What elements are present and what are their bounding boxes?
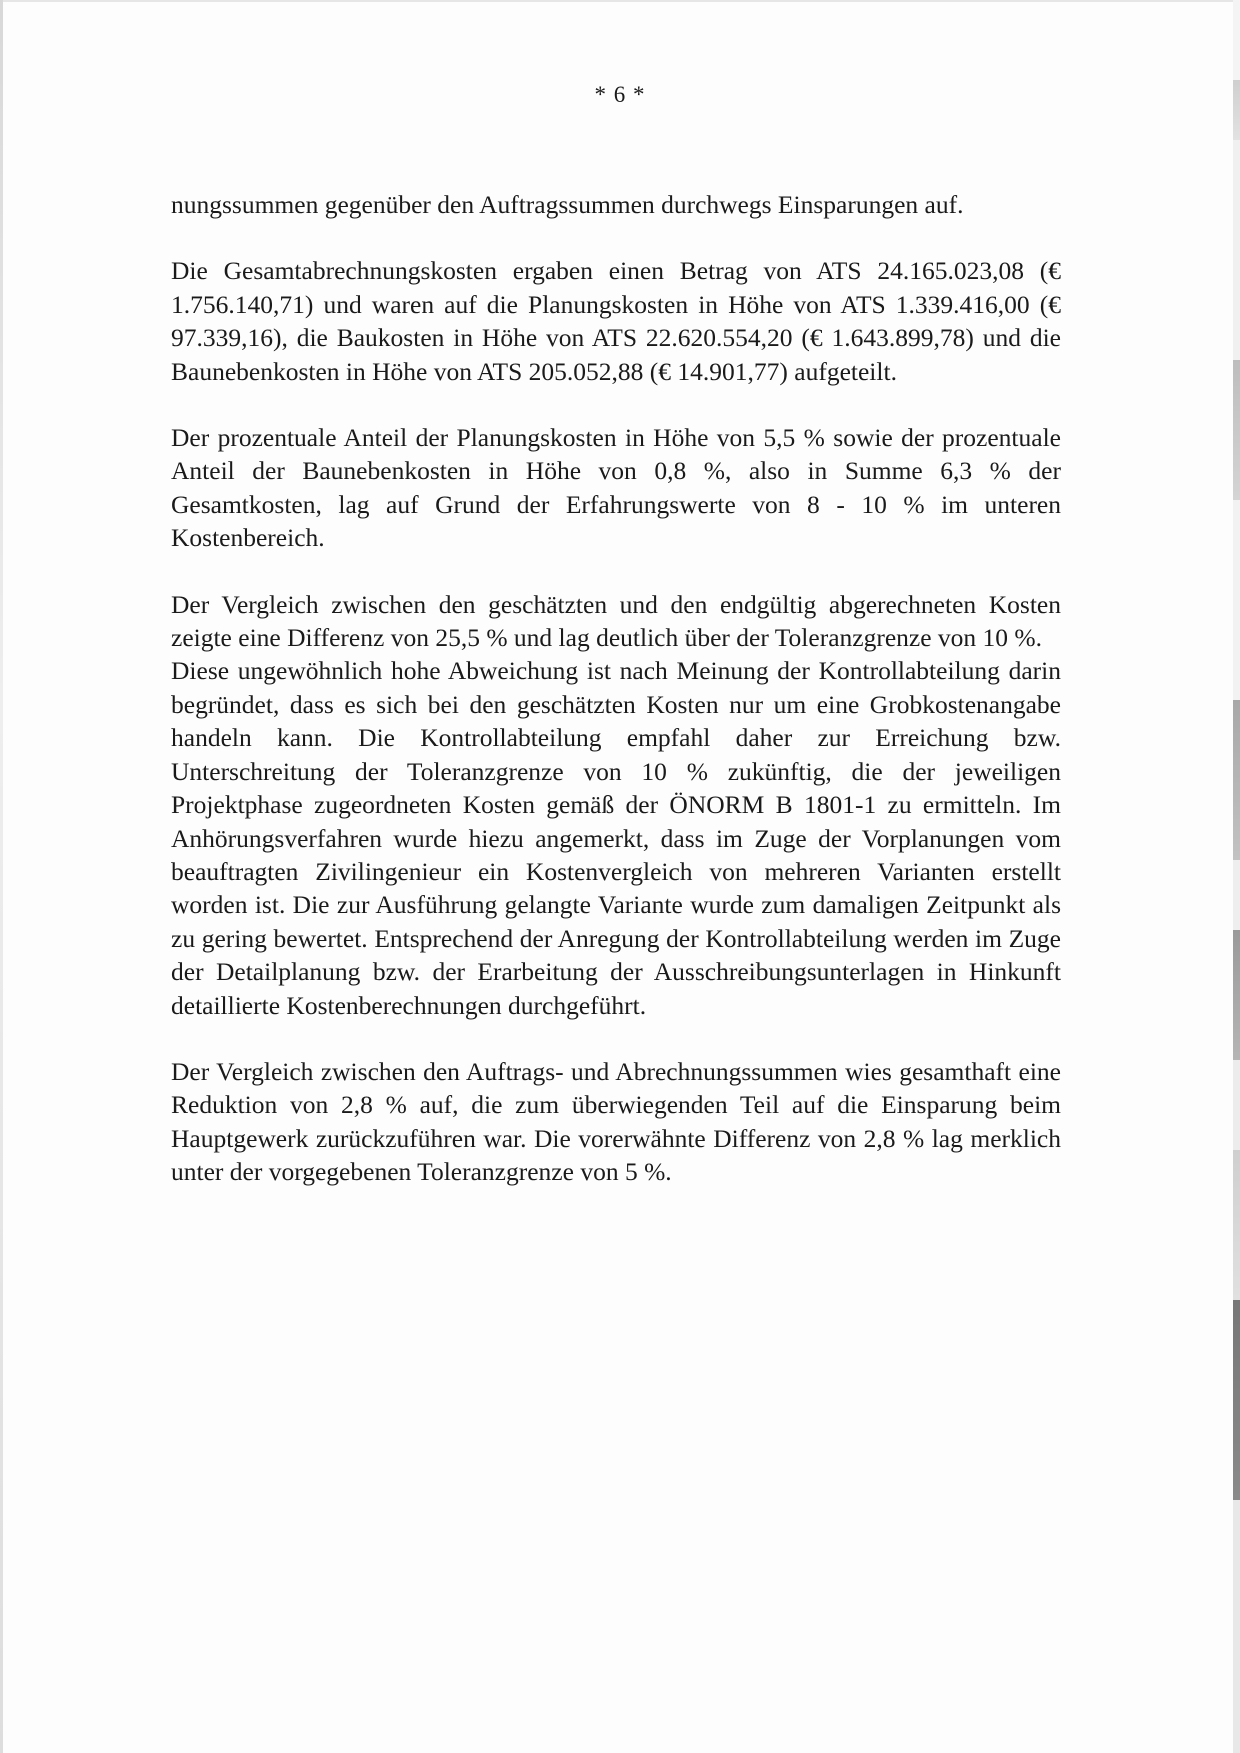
paragraph-deviation-explanation: Diese ungewöhnlich hohe Abweichung ist nach Meinung der Kontrollabteilung darin begründet, dass es sich bei den geschätzten Kosten nur um eine Grobkostenangabe handeln kann. Die Kontrollabteilung empfahl daher zur Erreichung bzw. Unterschreitung der Toleranzgrenze von 10 % zukünftig, die der jeweiligen Projektphase zugeordneten Kosten gemäß der ÖNORM B 1801-1 zu ermitteln. Im Anhörungsverfahren wurde hiezu angemerkt, dass im Zuge der Vorplanungen vom beauftragten Zivilingenieur ein Kostenvergleich von mehreren Varianten erstellt worden ist. Die zur Ausführung gelangte Variante wurde zum damaligen Zeitpunkt als zu gering bewertet. Entsprechend der Anregung der Kontrollabteilung werden im Zuge der Detailplanung bzw. der Erarbeitung der Ausschreibungsunterlagen in Hinkunft detaillierte Kostenberechnungen durchgeführt.: [171, 656, 1061, 1020]
paragraph-percentage-share: Der prozentuale Anteil der Planungskosten in Höhe von 5,5 % sowie der prozentuale Anteil der Baunebenkosten in Höhe von 0,8 %, also in Summe 6,3 % der Gesamtkosten, lag auf Grund der Erfahrungswerte von 8 - 10 % im unteren Kostenbereich.: [171, 423, 1061, 553]
paragraph-cost-comparison: Der Vergleich zwischen den geschätzten und den endgültig abgerechneten Kosten zeigte eine Differenz von 25,5 % und lag deutlich über der Toleranzgrenze von 10 %.: [171, 589, 1061, 653]
scan-edge-top: [0, 0, 1240, 2]
scan-edge-right: [1233, 0, 1240, 1753]
paragraph-order-vs-billing: Der Vergleich zwischen den Auftrags- und Abrechnungssummen wies gesamthaft eine Reduktion von 2,8 % auf, die zum überwiegenden Teil auf die Einsparung beim Hauptgewerk zurückzuführen war. Die vorerwähnte Differenz von 2,8 % lag merklich unter der vorgegebenen Toleranzgrenze von 5 %.: [171, 1056, 1061, 1187]
paragraph-continuation: nungssummen gegenüber den Auftragssummen durchwegs Einsparungen auf.: [171, 190, 964, 219]
page-number: * 6 *: [594, 82, 646, 107]
paragraph-total-costs: Die Gesamtabrechnungskosten ergaben einen Betrag von ATS 24.165.023,08 (€ 1.756.140,71) und waren auf die Planungskosten in Höhe von ATS 1.339.416,00 (€ 97.339,16), die Baukosten in Höhe von ATS 22.620.554,20 (€ 1.643.899,78) und die Baunebenkosten in Höhe von ATS 205.052,88 (€ 14.901,77) aufgeteilt.: [171, 256, 1061, 386]
scan-edge-left: [0, 0, 3, 1753]
body-text: [171, 188, 1061, 1189]
